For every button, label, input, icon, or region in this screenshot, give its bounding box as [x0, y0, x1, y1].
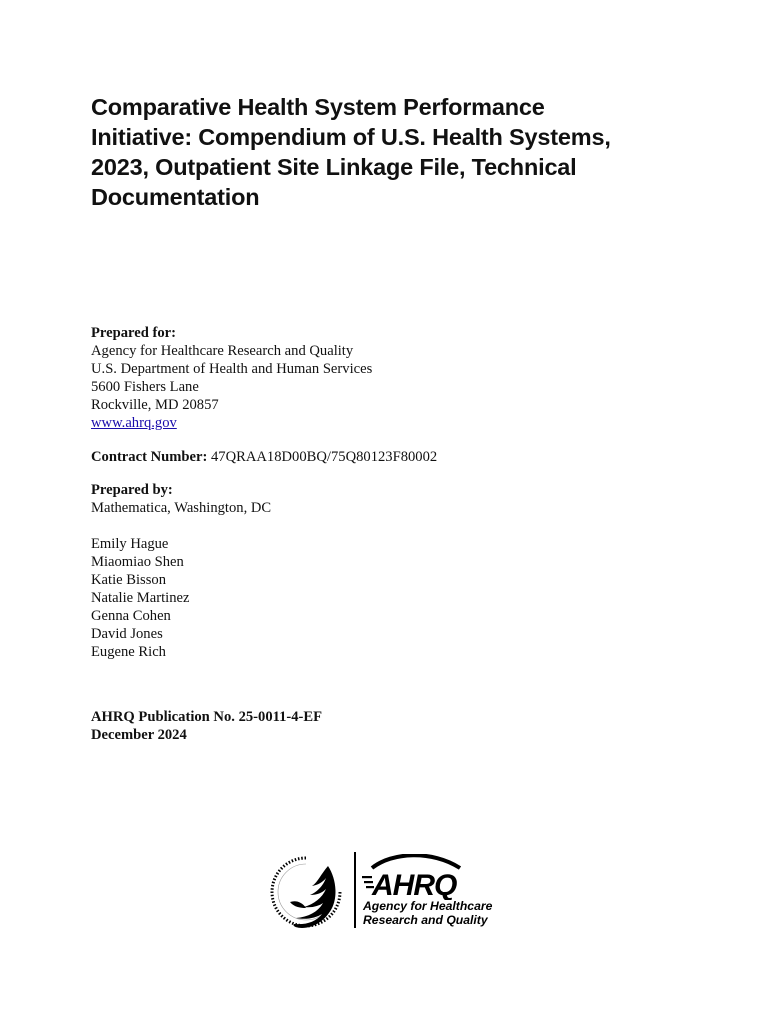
footer-logos — [266, 852, 506, 932]
prepared-by-label: Prepared by: — [91, 482, 173, 498]
prepared-by-section — [91, 481, 271, 517]
contract-number-label: Contract Number: — [91, 449, 208, 465]
title-line: Comparative Health System Performance — [91, 94, 545, 120]
ahrq-wordmark-logo — [362, 854, 472, 900]
hhs-eagle-seal-icon — [266, 852, 346, 930]
author-name: Katie Bisson — [91, 572, 166, 588]
title-line: Documentation — [91, 184, 260, 210]
prepared-for-line: Rockville, MD 20857 — [91, 397, 219, 413]
prepared-for-label: Prepared for: — [91, 325, 176, 341]
title-line: 2023, Outpatient Site Linkage File, Technical — [91, 154, 577, 180]
ahrq-name-line: Research and Quality — [363, 913, 488, 927]
title-line: Initiative: Compendium of U.S. Health Systems, — [91, 124, 611, 150]
author-name: Emily Hague — [91, 536, 169, 552]
ahrq-agency-name — [363, 899, 492, 927]
author-name: David Jones — [91, 626, 163, 642]
author-name: Genna Cohen — [91, 608, 171, 624]
publication-number: AHRQ Publication No. 25-0011-4-EF — [91, 709, 323, 725]
logo-divider — [354, 852, 356, 928]
author-name: Miaomiao Shen — [91, 554, 184, 570]
publication-date: December 2024 — [91, 727, 187, 743]
prepared-for-line: U.S. Department of Health and Human Services — [91, 361, 373, 377]
contract-number-value: 47QRAA18D00BQ/75Q80123F80002 — [207, 449, 438, 465]
contract-number-section — [91, 448, 437, 466]
author-list — [91, 535, 189, 661]
ahrq-website-link[interactable]: www.ahrq.gov — [91, 415, 177, 431]
prepared-for-section — [91, 324, 372, 432]
prepared-for-line: Agency for Healthcare Research and Quality — [91, 343, 354, 359]
document-title — [91, 92, 691, 212]
ahrq-name-line: Agency for Healthcare — [363, 899, 493, 913]
author-name: Natalie Martinez — [91, 590, 190, 606]
ahrq-wordmark-text: AHRQ — [372, 869, 457, 900]
prepared-for-line: 5600 Fishers Lane — [91, 379, 199, 395]
publication-section — [91, 708, 322, 744]
prepared-by-organization: Mathematica, Washington, DC — [91, 500, 272, 516]
author-name: Eugene Rich — [91, 644, 166, 660]
